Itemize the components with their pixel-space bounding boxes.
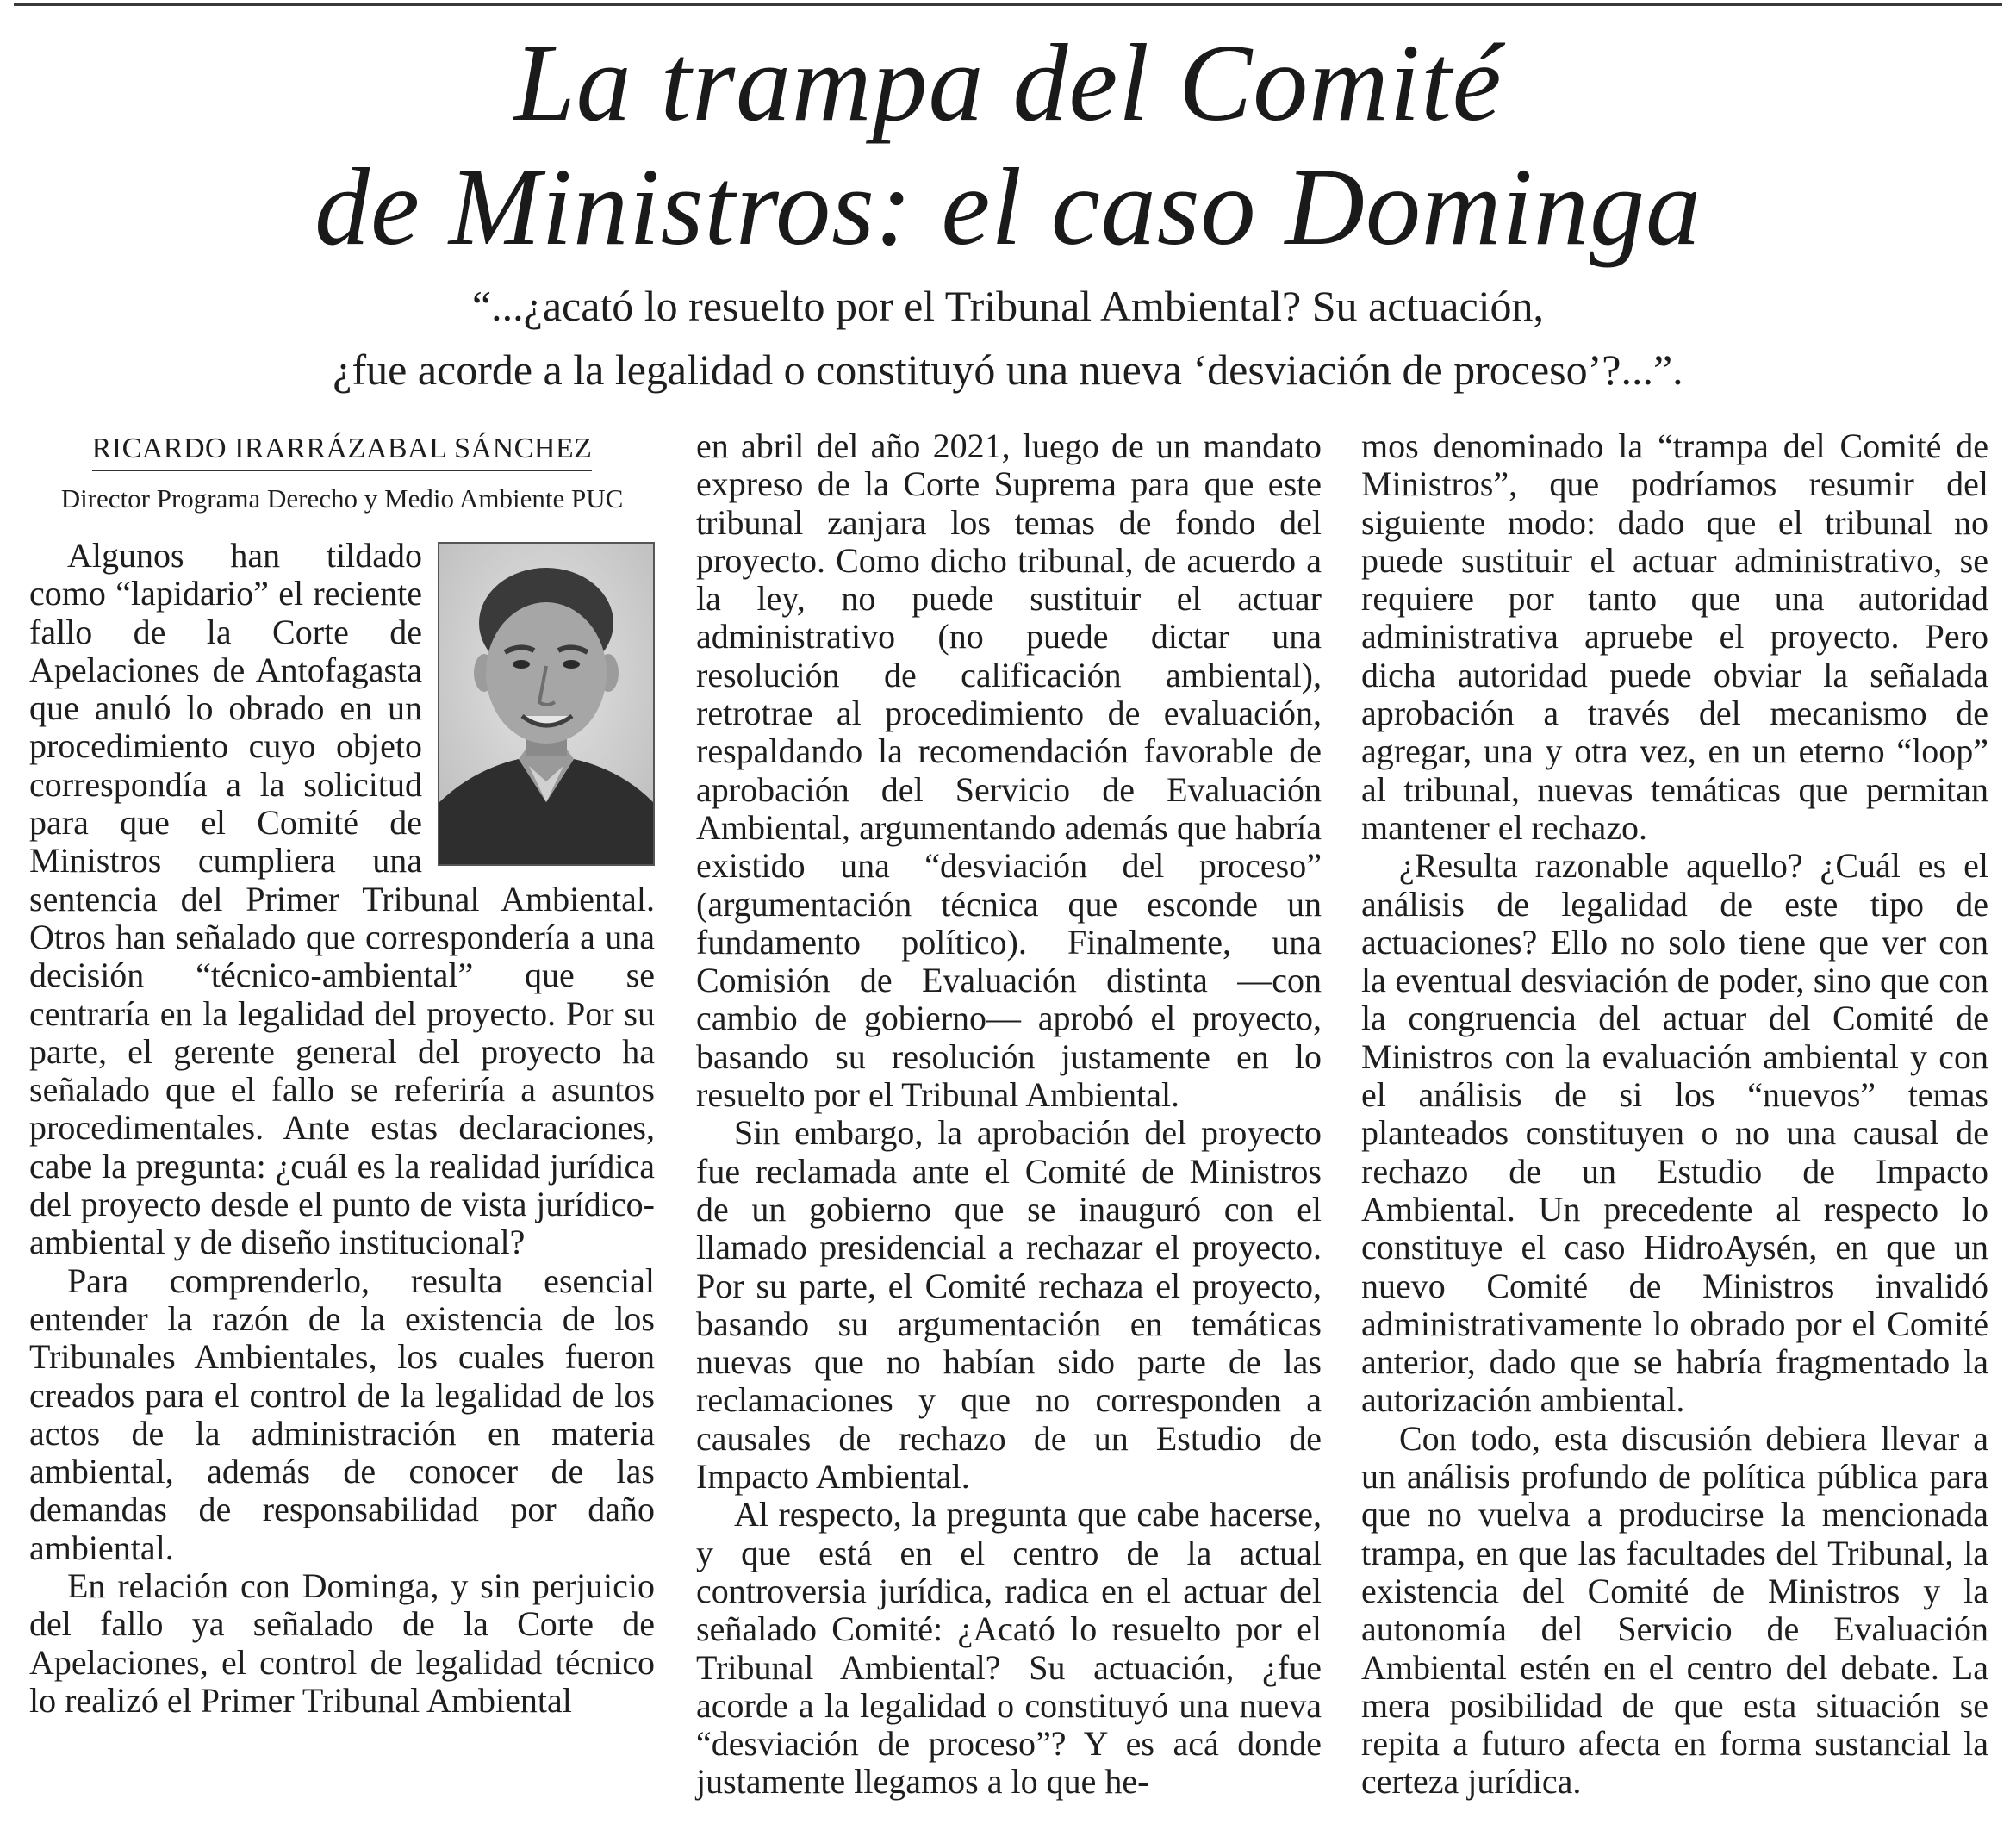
article-headline [0, 21, 2016, 269]
paragraph-7: Con todo, esta discusión debiera llevar a un análisis profundo de política pública para que no vuelva a producirse la mencionada trampa, en que las facultades del Tribunal, la existencia del Comité de Ministros y la autonomía del Servicio de Evaluación Ambiental estén en el centro del debate. La mera posibilidad de que esta situación se repita a futuro afecta en forma sustancial la certeza jurídica. [1361, 1418, 1988, 1802]
pull-quote-line-1: “...¿acató lo resuelto por el Tribunal Ambiental? Su actuación, [471, 282, 1545, 330]
author-role: Director Programa Derecho y Medio Ambiente PUC [60, 483, 624, 514]
article-column-3 [1361, 427, 1988, 1802]
byline [29, 427, 655, 471]
paragraph-3-continued: en abril del año 2021, luego de un mandato expreso de la Corte Suprema para que este tribunal zanjara los temas de fondo del proyecto. Como dicho tribunal, de acuerdo a la ley, no puede sustituir el actuar administrativo (no puede dictar una resolución de calificación ambiental), retrotrae al procedimiento de evaluación, respaldando la recomendación favorable de aprobación del Servicio de Evaluación Ambiental, argumentando además que habría existido una “desviación del proceso” (argumentación técnica que esconde un fundamento político). Finalmente, una Comisión de Evaluación distinta —con cambio de gobierno— aprobó el proyecto, basando su resolución justamente en lo resuelto por el Tribunal Ambiental. [696, 426, 1322, 1115]
paragraph-1 [29, 537, 655, 1262]
author-photo [438, 542, 655, 866]
headline-line-2: de Ministros: el caso Dominga [314, 146, 1702, 268]
top-rule [14, 3, 2002, 6]
paragraph-5-continued: mos denominado la “trampa del Comité de Ministros”, que podríamos resumir del siguiente modo: dado que el tribunal no puede sustituir el actuar administrativo, se requiere por tanto que una autoridad administrativa apruebe el proyecto. Pero dicha autoridad puede obviar la señalada aprobación a través del mecanismo de agregar, una y otra vez, en un eterno “loop” al tribunal, nuevas temáticas que permitan mantener el rechazo. [1361, 426, 1988, 847]
paragraph-4: Sin embargo, la aprobación del proyecto fue reclamada ante el Comité de Ministros de un gobierno que se inauguró con el llamado presidencial a rechazar el proyecto. Por su parte, el Comité rechaza el proyecto, basando su argumentación en temáticas nuevas que no habían sido parte de las reclamaciones y que no corresponden a causales de rechazo de un Estudio de Impacto Ambiental. [696, 1113, 1322, 1497]
paragraph-2: Para comprenderlo, resulta esencial entender la razón de la existencia de los Tribunales Ambientales, los cuales fueron creados para el control de la legalidad de los actos de la administración en materia ambiental, además de conocer de las demandas de responsabilidad por daño ambiental. [29, 1260, 655, 1567]
paragraph-3-start: En relación con Dominga, y sin perjuicio del fallo ya señalado de la Corte de Apelaciones, el control de legalidad técnico lo realizó el Primer Tribunal Ambiental [29, 1566, 655, 1720]
headline-line-1: La trampa del Comité [513, 22, 1503, 144]
paragraph-5-start: Al respecto, la pregunta que cabe hacerse, y que está en el centro de la actual controversia jurídica, radica en el actuar del señalado Comité: ¿Acató lo resuelto por el Tribunal Ambiental? Su actuación, ¿fue acorde a la legalidad o constituyó una nueva “desviación de proceso”? Y es acá donde justamente llegamos a lo que he- [696, 1495, 1322, 1802]
pull-quote-line-2: ¿fue acorde a la legalidad o constituyó una nueva ‘desviación de proceso’?...”. [333, 345, 1683, 394]
article-column-1 [29, 427, 655, 1720]
paragraph-1-text: Algunos han tildado como “lapidario” el reciente fallo de la Corte de Apelaciones de Antofagasta que anuló lo obrado en un procedimiento cuyo objeto correspondía a la solicitud para que el Comité de Ministros cumpliera una sentencia del Primer Tribunal Ambiental. Otros han señalado que correspondería a una decisión “técnico-ambiental” que se centraría en la legalidad del proyecto. Por su parte, el gerente general del proyecto ha señalado que el fallo se referiría a asuntos procedimentales. Ante estas declaraciones, cabe la pregunta: ¿cuál es la realidad jurídica del proyecto desde el punto de vista jurídico-ambiental y de diseño institucional? [29, 536, 655, 1262]
article-pull-quote [0, 274, 2016, 401]
article-column-2 [696, 427, 1322, 1802]
author-name: RICARDO IRARRÁZABAL SÁNCHEZ [92, 432, 593, 471]
author-portrait-image [439, 544, 653, 864]
paragraph-6: ¿Resulta razonable aquello? ¿Cuál es el análisis de legalidad de este tipo de actuaciones? Ello no solo tiene que ver con la eventual desviación de poder, sino que con la congruencia del actuar del Comité de Ministros con la evaluación ambiental y con el análisis de si los “nuevos” temas planteados constituyen o no una causal de rechazo de un Estudio de Impacto Ambiental. Un precedente al respecto lo constituye el caso HidroAysén, en que un nuevo Comité de Ministros invalidó administrativamente lo obrado por el Comité anterior, dado que se habría fragmentado la autorización ambiental. [1361, 846, 1988, 1420]
